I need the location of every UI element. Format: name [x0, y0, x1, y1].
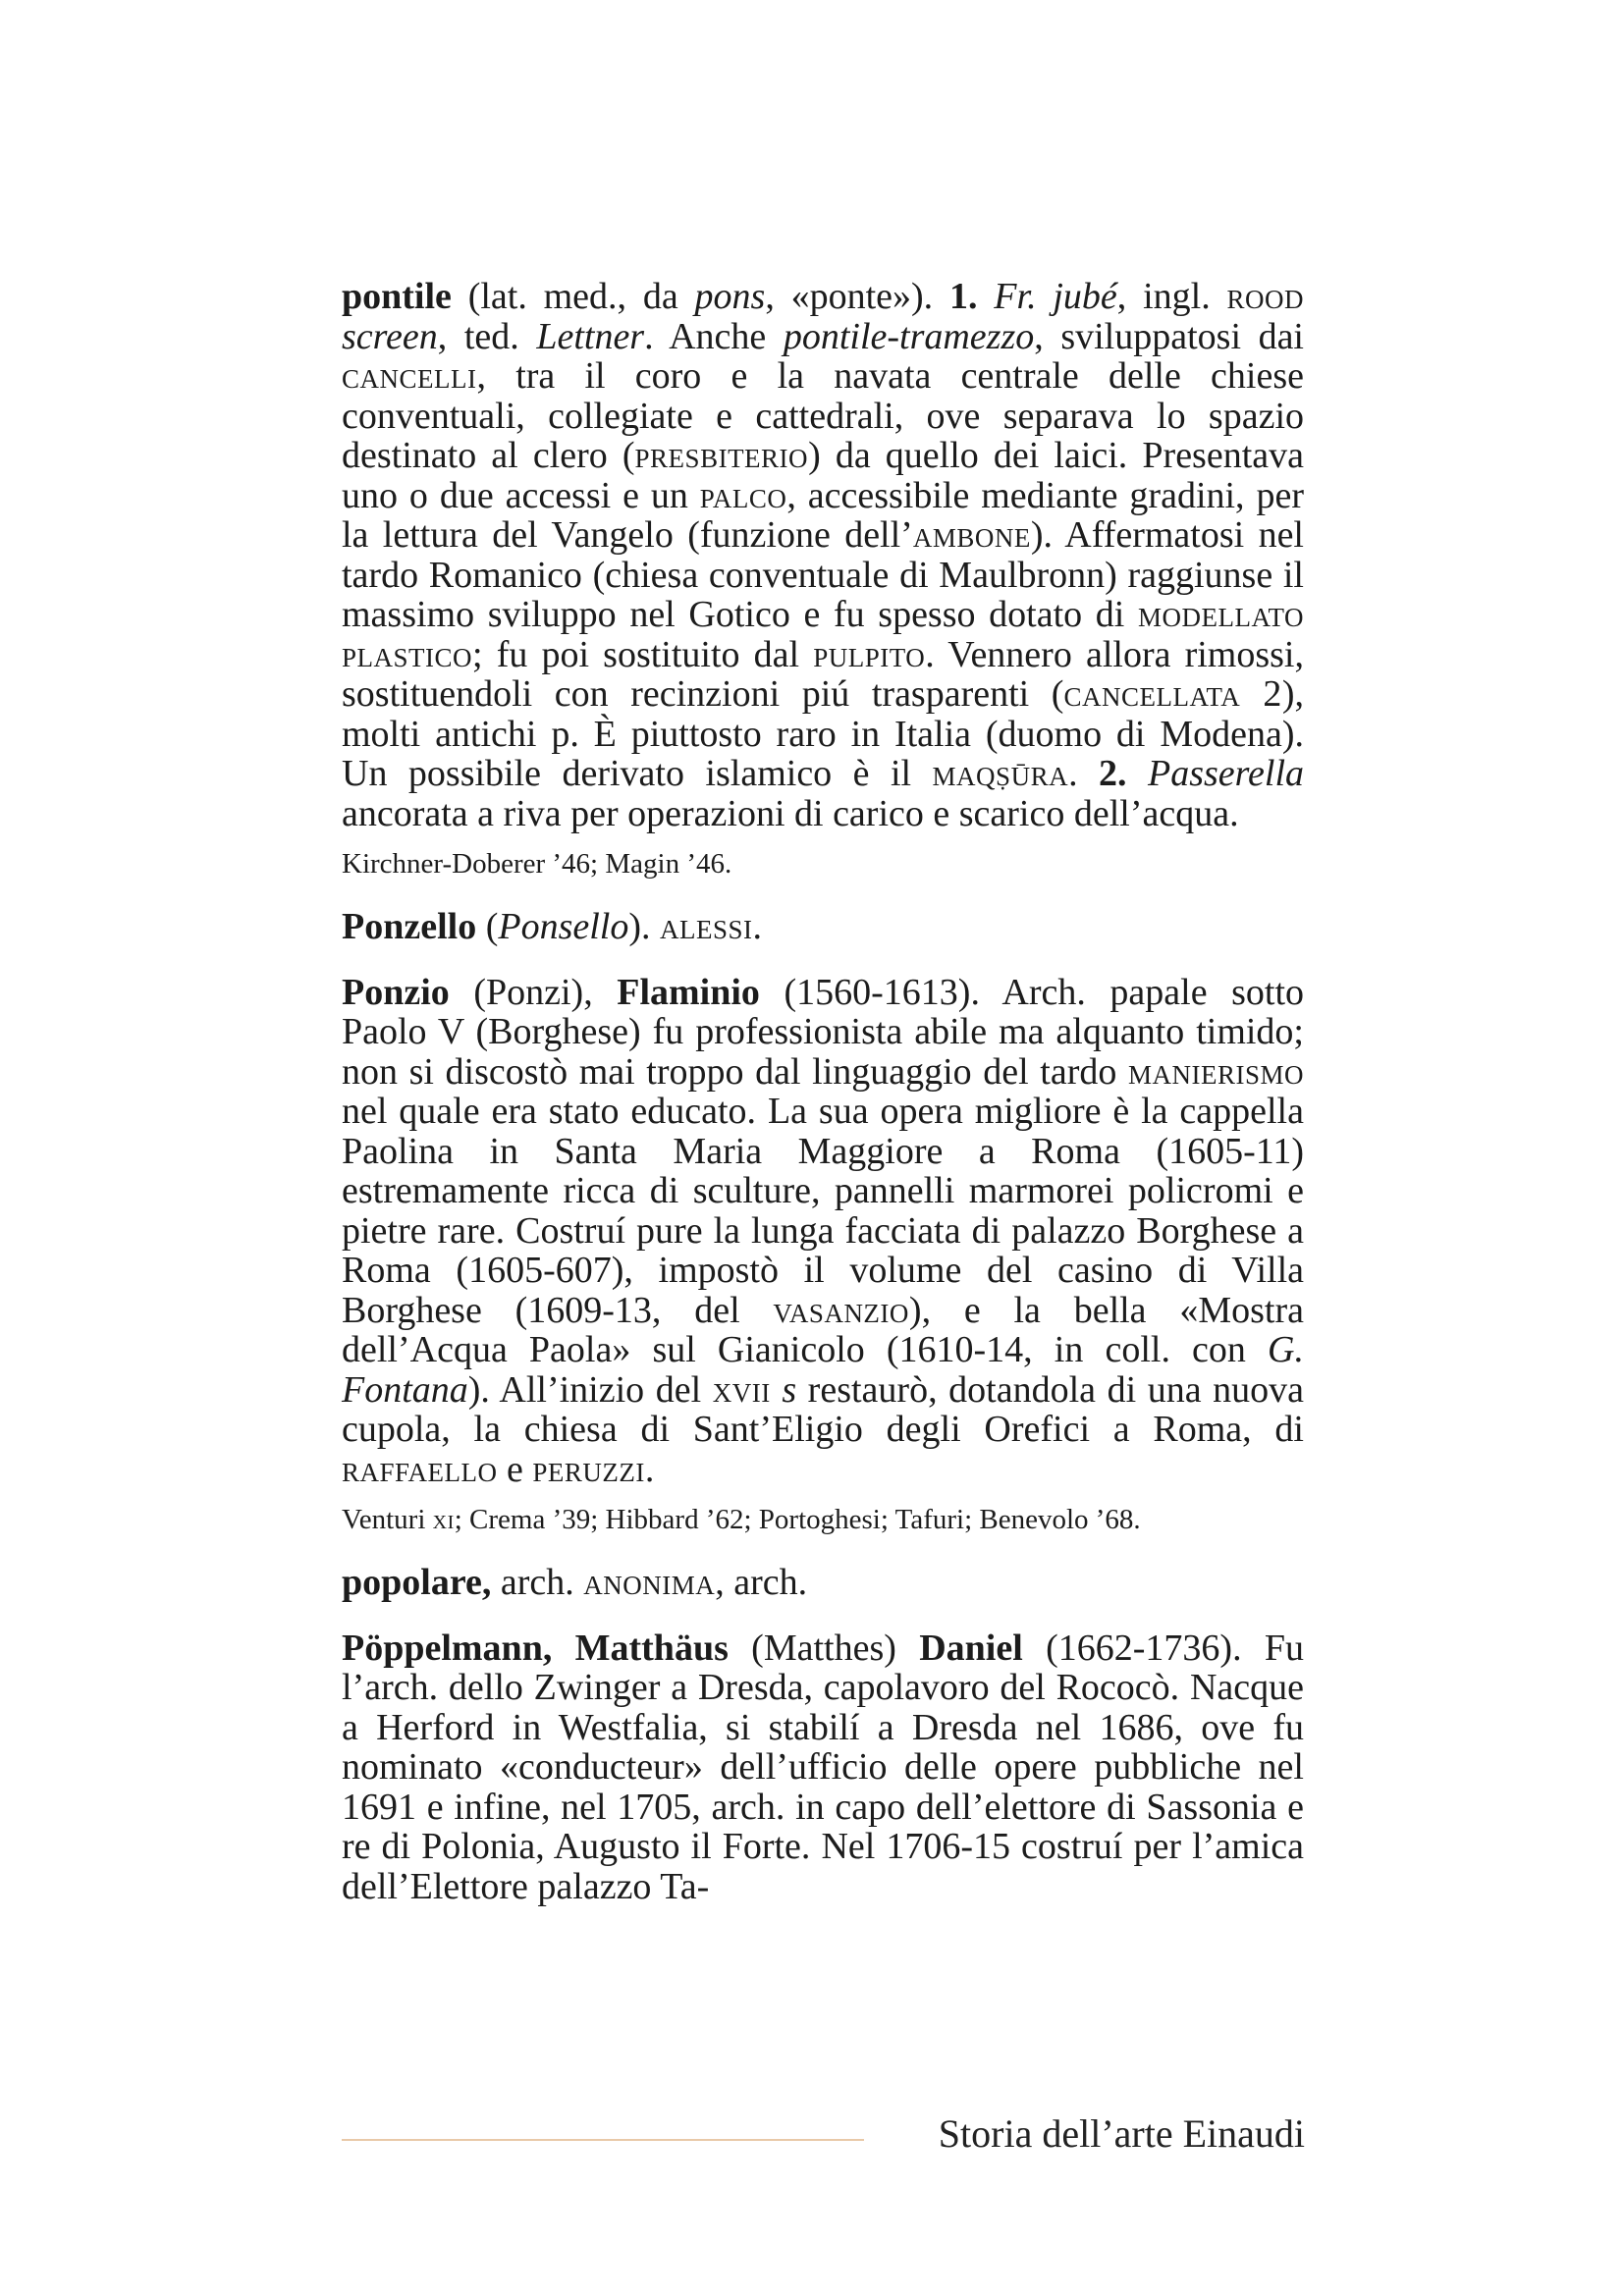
smallcaps-run: ambone: [912, 514, 1031, 556]
italic-run: pons: [694, 276, 766, 317]
smallcaps-run: cancellata 2: [1063, 673, 1282, 715]
text-run: (lat. med., da: [451, 276, 695, 317]
smallcaps-run: rood: [1226, 276, 1305, 317]
text-run: ). Affermatosi nel tardo Romanico (chiesa conventuale di Maulbronn) raggiunse il massimo sviluppo nel Gotico e fu spesso dotato di: [342, 514, 1304, 635]
text-run: , ingl.: [1116, 276, 1227, 317]
bold-run: Daniel: [919, 1627, 1023, 1669]
bold-run: Pöppelmann, Matthäus: [342, 1627, 729, 1669]
text-run: .: [644, 1448, 655, 1490]
text-run: ). All’inizio del: [467, 1368, 713, 1411]
smallcaps-run: manierismo: [1127, 1050, 1304, 1093]
smallcaps-run: modellato plastico: [342, 594, 1304, 675]
text-run: nel quale era stato educato. La sua opera migliore è la cappella Paolina in Santa Maria Maggiore a Roma (1605-11) estremamente ricca di sculture, pannelli marmorei policromi e pietre rare. Costruí pure la lunga facciata di palazzo Borghese a Roma (1605-607), impostò il volume del casino di Villa Borghese (1609-13, del: [342, 1091, 1304, 1331]
text-column: [342, 277, 1304, 1932]
text-run: .: [752, 906, 763, 947]
smallcaps-run: xi: [432, 1504, 455, 1535]
text-run: ).: [628, 906, 660, 947]
bold-run: 1.: [948, 276, 978, 317]
bold-run: Ponzio: [342, 971, 450, 1013]
text-run: , tra il coro e la navata centrale delle chiese conventuali, collegiate e cattedrali, ove separava lo spazio destinato al clero (: [342, 355, 1304, 476]
text-run: e: [497, 1448, 533, 1490]
text-run: (Matthes): [728, 1627, 920, 1669]
text-run: restaurò, dotandola di una nuova cupola, la chiesa di Sant’Eligio degli Orefici a Roma, di: [342, 1368, 1305, 1450]
smallcaps-run: pulpito: [813, 633, 926, 675]
italic-run: pontile-tramezzo: [783, 315, 1035, 357]
text-run: ancorata a riva per operazioni di carico e scarico dell’acqua.: [342, 792, 1239, 834]
bold-run: Ponzello: [342, 906, 477, 947]
text-run: (1662-1736). Fu l’arch. dello Zwinger a Dresda, capolavoro del Rococò. Nacque a Herford in Westfalia, si stabilí a Dresda nel 1686, ove fu nominato «conducteur» dell’ufficio delle opere pubbliche nel 1691 e infine, nel 1705, arch. in capo dell’elettore di Sassonia e re di Polonia, Augusto il Forte. Nel 1706-15 costruí per l’amica dell’Elettore palazzo Ta-: [342, 1627, 1305, 1907]
text-run: ) da quello dei laici. Presentava uno o due accessi e un: [342, 435, 1304, 516]
entry-ponzio: [342, 973, 1304, 1490]
bold-run: Flaminio: [617, 971, 760, 1013]
smallcaps-run: raffaello: [342, 1448, 498, 1490]
text-run: , sviluppatosi dai: [1034, 315, 1304, 357]
text-run: ), molti antichi p. È piuttosto raro in Italia (duomo di Modena). Un possibile derivato islamico è il: [342, 673, 1305, 794]
entry-ponzello: [342, 907, 1304, 947]
bold-run: pontile: [342, 276, 452, 317]
text-run: (1560-1613). Arch. papale sotto Paolo V (Borghese) fu professionista abile ma alquanto timido; non si discostò mai troppo dal linguaggio del tardo: [342, 971, 1305, 1093]
text-run: ; Crema ’39; Hibbard ’62; Portoghesi; Tafuri; Benevolo ’68.: [454, 1504, 1141, 1535]
bold-run: popolare,: [342, 1562, 492, 1603]
text-run: , «ponte»).: [765, 276, 949, 317]
text-run: . Anche: [644, 315, 784, 357]
entry-popolare: [342, 1563, 1304, 1603]
text-run: Kirchner-Doberer ’46; Magin ’46.: [342, 848, 732, 880]
text-run: Venturi: [342, 1504, 433, 1535]
footer-publisher: Storia dell’arte Einaudi: [938, 2111, 1305, 2156]
text-run: [977, 276, 994, 317]
text-run: arch.: [491, 1562, 584, 1603]
text-run: [1127, 753, 1148, 794]
bold-run: 2.: [1099, 753, 1127, 794]
footer-rule: [342, 2139, 864, 2141]
smallcaps-run: cancelli: [342, 355, 477, 397]
bibliography-ponzio: [342, 1503, 1304, 1537]
entry-poppelmann: [342, 1629, 1304, 1907]
text-run: , arch.: [715, 1562, 808, 1603]
text-run: ; fu poi sostituito dal: [472, 633, 814, 675]
smallcaps-run: maqṣūra: [932, 753, 1069, 794]
italic-run: Fr. jubé: [994, 276, 1117, 317]
smallcaps-run: xvii: [712, 1368, 771, 1411]
italic-run: screen: [342, 315, 438, 357]
italic-run: Passerella: [1148, 753, 1305, 794]
text-run: , accessibile mediante gradini, per la lettura del Vangelo (funzione dell’: [342, 474, 1304, 556]
text-run: ), e la bella «Mostra dell’Acqua Paola» sul Gianicolo (1610-14, in coll. con: [342, 1289, 1304, 1370]
italic-run: s: [782, 1368, 797, 1411]
smallcaps-run: alessi: [660, 906, 753, 947]
text-run: .: [1068, 753, 1100, 794]
bibliography-pontile: [342, 847, 1304, 881]
smallcaps-run: vasanzio: [773, 1289, 909, 1331]
smallcaps-run: peruzzi: [532, 1448, 645, 1490]
text-run: . Vennero allora rimossi, sostituendoli con recinzioni piú trasparenti (: [342, 633, 1304, 715]
text-run: (: [476, 906, 499, 947]
entry-pontile: [342, 277, 1304, 833]
italic-run: G. Fontana: [342, 1329, 1304, 1411]
text-run: [771, 1369, 783, 1411]
smallcaps-run: presbiterio: [634, 435, 809, 476]
italic-run: Lettner: [536, 315, 645, 357]
text-run: (Ponzi),: [449, 971, 618, 1013]
italic-run: Ponsello: [498, 906, 629, 947]
text-run: , ted.: [437, 315, 537, 357]
smallcaps-run: palco: [699, 474, 787, 516]
smallcaps-run: anonima: [583, 1562, 716, 1603]
